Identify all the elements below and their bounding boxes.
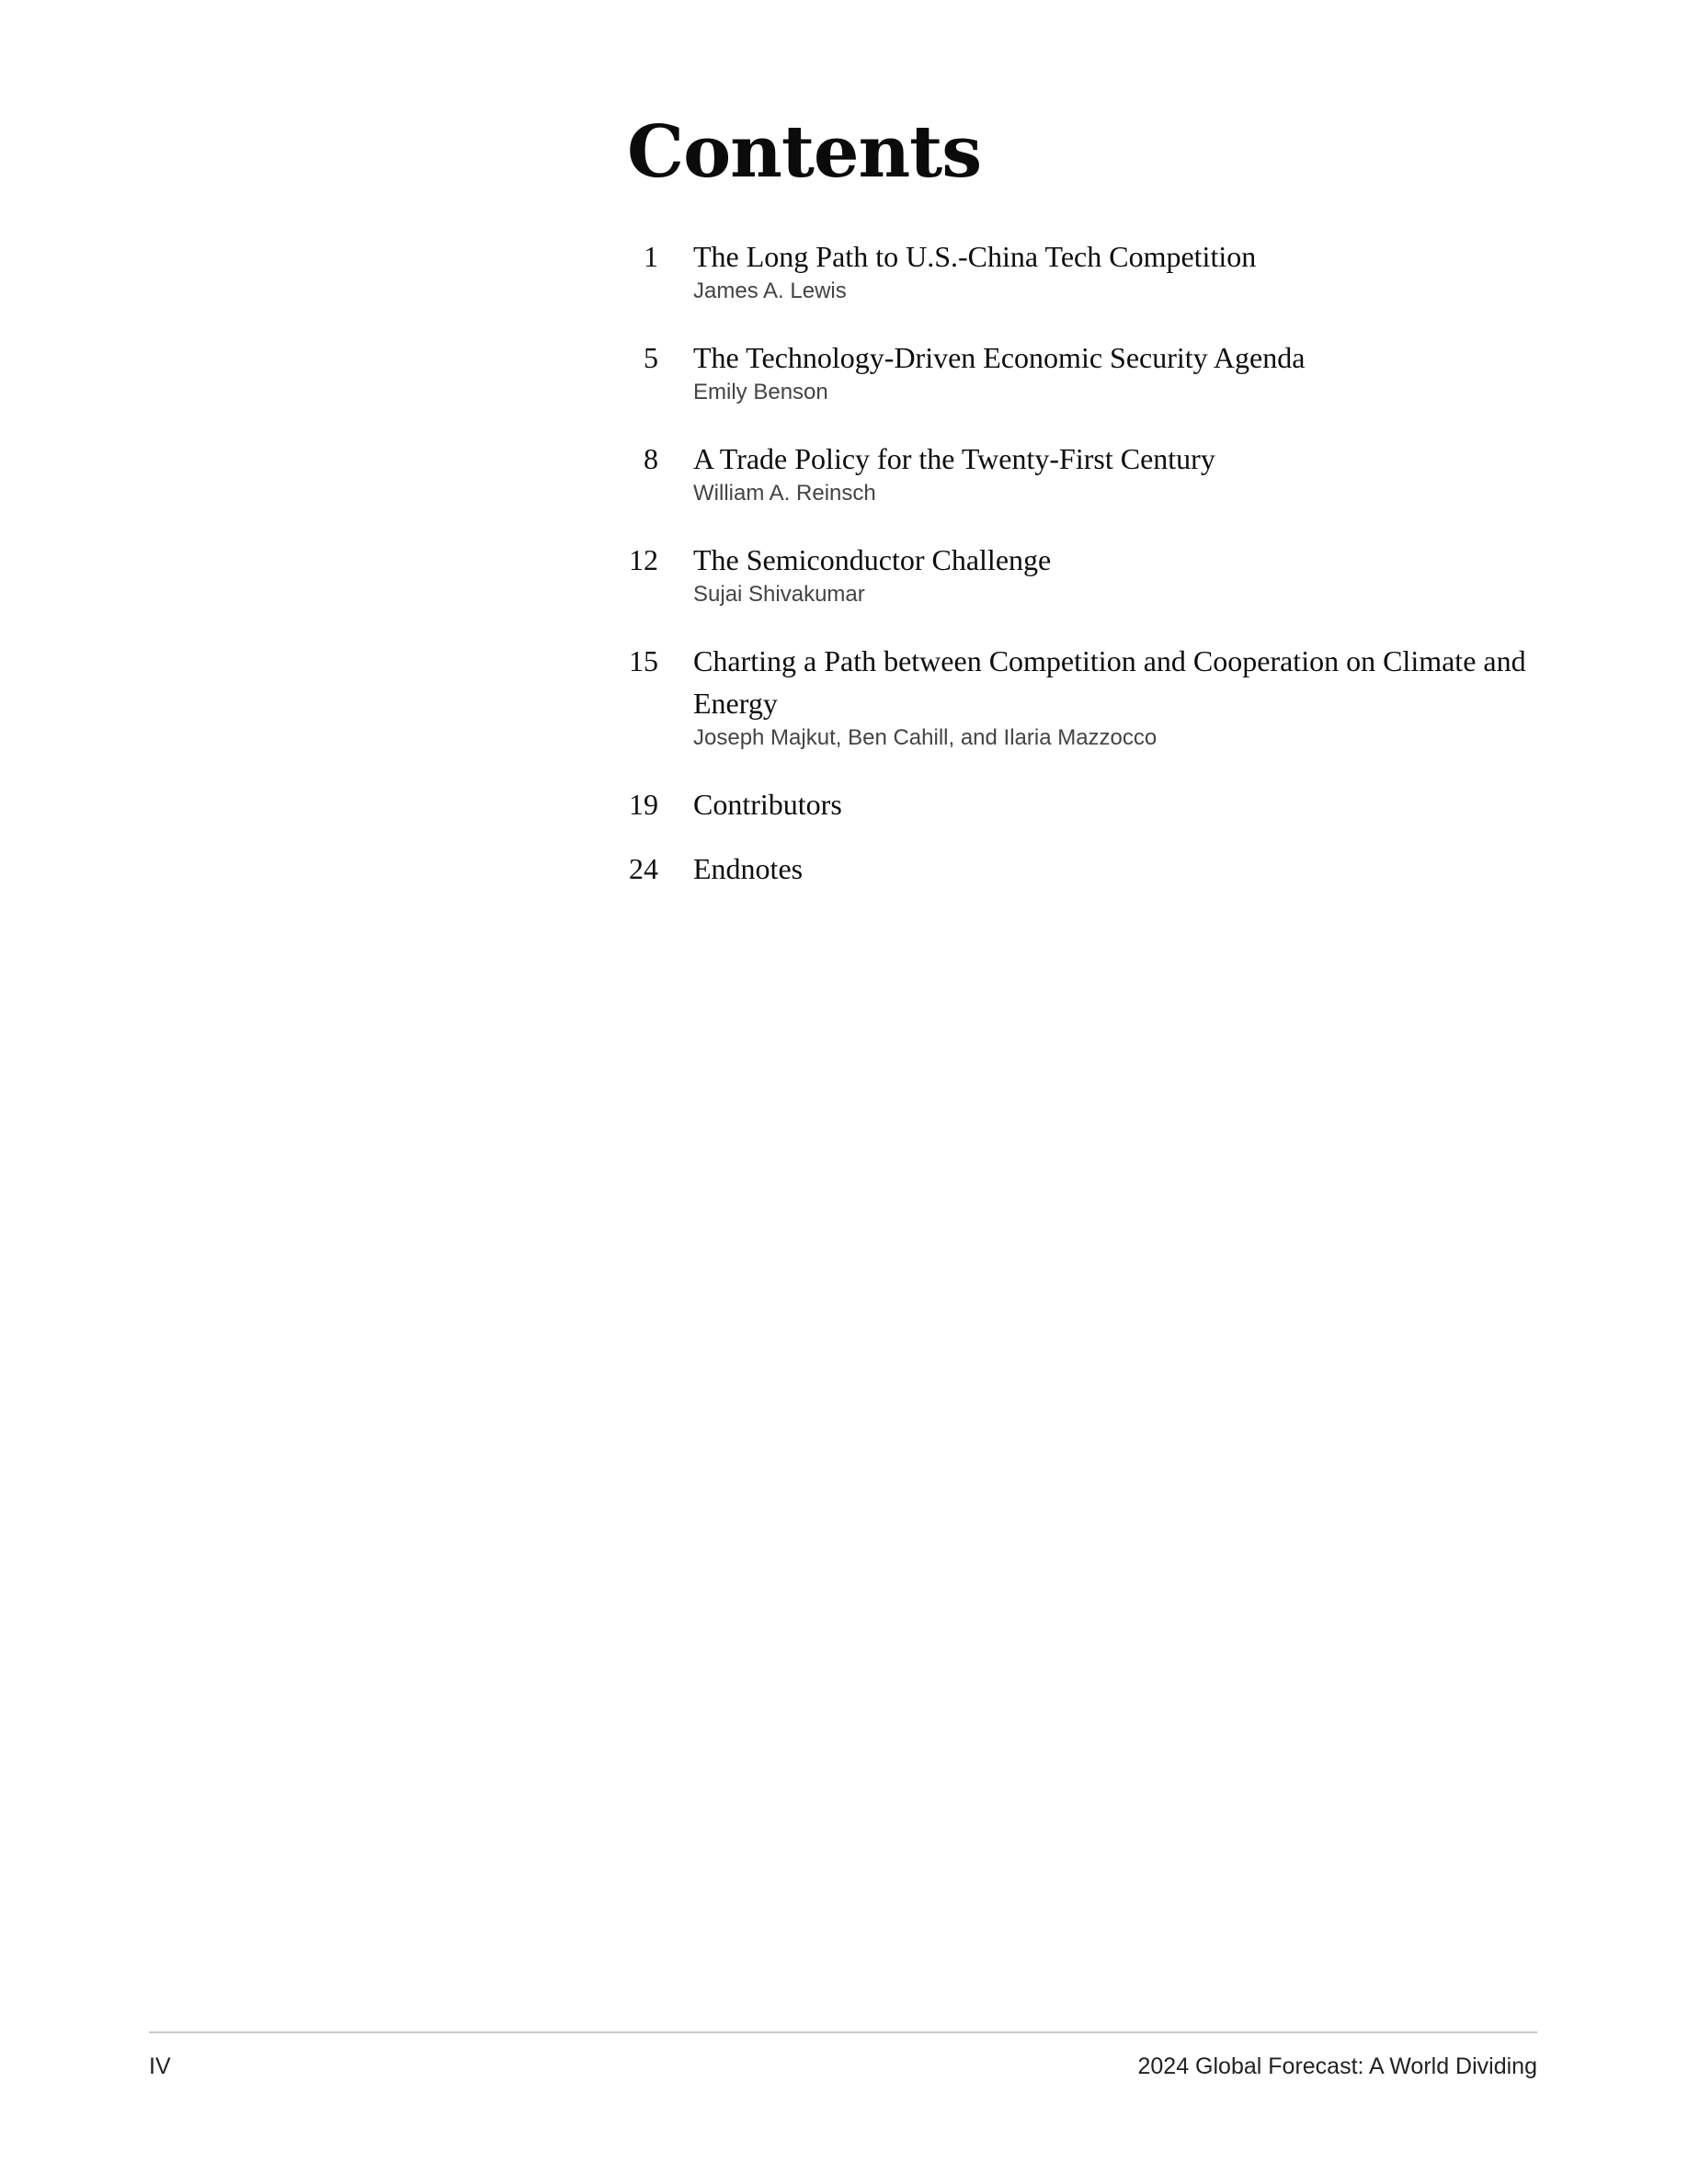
toc-entry-body [693,235,1545,305]
footer-publication-title: 2024 Global Forecast: A World Dividing [1137,2053,1537,2079]
toc-entry[interactable] [607,539,1545,609]
toc-entry-title[interactable]: A Trade Policy for the Twenty-First Century [693,442,1215,475]
toc-entry-title[interactable]: Endnotes [693,852,804,885]
toc-entry-body [693,847,1545,890]
toc-entry[interactable] [607,640,1545,752]
toc-page-number: 1 [644,240,658,273]
toc-entry-title[interactable]: The Technology-Driven Economic Security Agenda [693,341,1306,374]
toc-entry-title[interactable]: Charting a Path between Competition and Cooperation on Climate and Energy [693,644,1526,720]
footer-page-number: IV [149,2053,171,2079]
toc-page-number: 24 [629,852,658,885]
toc-page-number: 19 [629,788,658,821]
toc-entry[interactable] [607,847,1545,890]
toc-entry-title[interactable]: The Semiconductor Challenge [693,543,1052,576]
toc-page-number: 15 [629,644,658,677]
toc-entry[interactable] [607,438,1545,507]
toc-entry-author: Joseph Majkut, Ben Cahill, and Ilaria Mazzocco [693,725,1158,750]
toc-page-number: 8 [644,442,658,475]
toc-entry-author: James A. Lewis [693,279,847,303]
toc-entry-author: Sujai Shivakumar [693,582,865,607]
toc-entry-author: William A. Reinsch [693,481,876,506]
toc-entry-body [693,539,1545,609]
page-title: Contents [627,110,982,194]
toc-entry[interactable] [607,336,1545,406]
footer-divider [149,2031,1537,2033]
toc-entry[interactable] [607,235,1545,305]
toc-entry-body [693,438,1545,507]
toc-entry-body [693,640,1545,752]
toc-page-number: 12 [629,543,658,576]
table-of-contents [607,235,1545,912]
toc-page-number: 5 [644,341,658,374]
toc-entry-body [693,336,1545,406]
toc-entry-body [693,783,1545,825]
toc-entry-title[interactable]: The Long Path to U.S.-China Tech Competition [693,240,1257,273]
toc-entry[interactable] [607,783,1545,825]
toc-entry-author: Emily Benson [693,380,828,404]
toc-entry-title[interactable]: Contributors [693,788,842,821]
